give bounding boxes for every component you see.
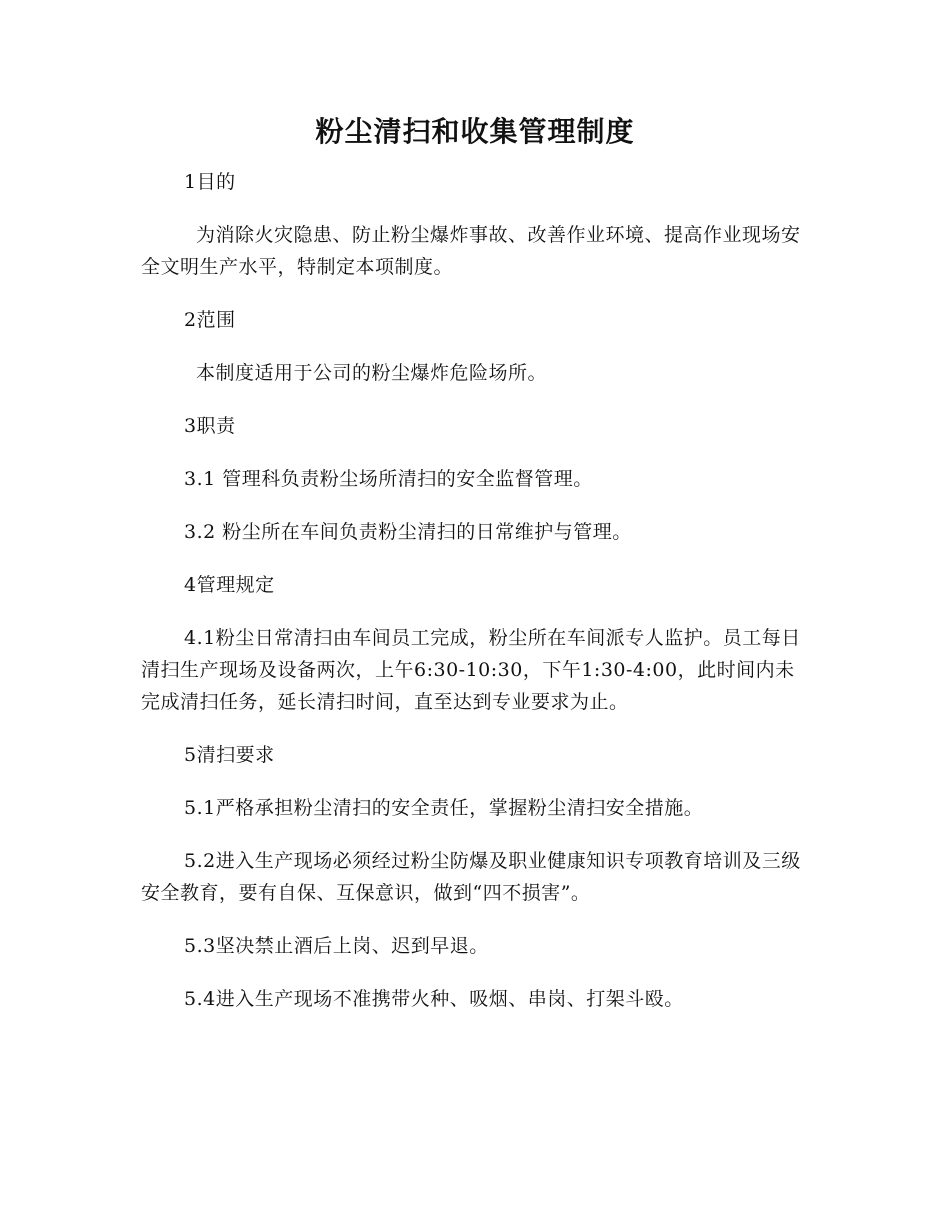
section-heading: 2范围 bbox=[184, 309, 236, 331]
section-heading: 5清扫要求 bbox=[184, 744, 275, 766]
paragraph: 为消除火灾隐患、防止粉尘爆炸事故、改善作业环境、提高作业现场安全文明生产水平，特制定本项制度。 bbox=[141, 224, 801, 278]
section-heading: 3职责 bbox=[184, 415, 236, 437]
paragraph: 3.2 粉尘所在车间负责粉尘清扫的日常维护与管理。 bbox=[184, 521, 632, 543]
paragraph: 4.1粉尘日常清扫由车间员工完成，粉尘所在车间派专人监护。员工每日清扫生产现场及设备两次，上午6:30-10:30，下午1:30-4:00，此时间内未完成清扫任务，延长清扫时间，直至达到专业要求为止。 bbox=[141, 627, 801, 713]
paragraph: 5.3坚决禁止酒后上岗、迟到早退。 bbox=[184, 935, 489, 957]
paragraph: 3.1 管理科负责粉尘场所清扫的安全监督管理。 bbox=[184, 468, 593, 490]
paragraph: 5.2进入生产现场必须经过粉尘防爆及职业健康知识专项教育培训及三级安全教育，要有自保、互保意识，做到“四不损害”。 bbox=[141, 850, 801, 904]
paragraph: 5.1严格承担粉尘清扫的安全责任，掌握粉尘清扫安全措施。 bbox=[184, 797, 704, 819]
document-title: 粉尘清扫和收集管理制度 bbox=[315, 115, 635, 148]
section-heading: 4管理规定 bbox=[184, 574, 275, 596]
paragraph: 本制度适用于公司的粉尘爆炸危险场所。 bbox=[196, 362, 548, 384]
paragraph: 5.4进入生产现场不准携带火种、吸烟、串岗、打架斗殴。 bbox=[184, 988, 684, 1010]
section-heading: 1目的 bbox=[184, 171, 236, 193]
document-body bbox=[141, 166, 809, 1036]
